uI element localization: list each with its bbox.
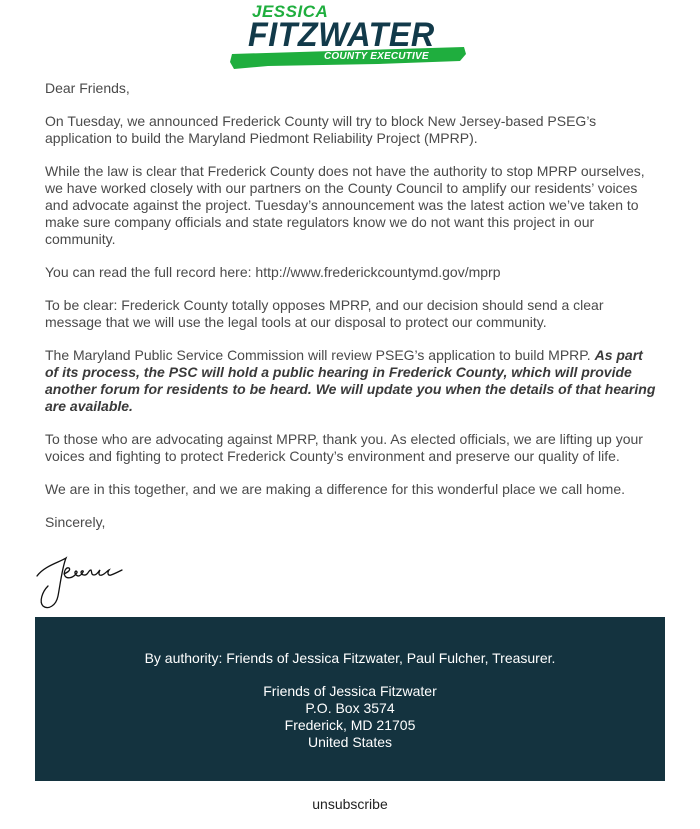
letter-greeting: Dear Friends, (45, 80, 130, 96)
logo-last-name: FITZWATER (248, 16, 435, 54)
authority-line: By authority: Friends of Jessica Fitzwater, Paul Fulcher, Treasurer. (144, 650, 556, 666)
address-line: United States (307, 734, 393, 750)
letter-paragraph-2: While the law is clear that Frederick County does not have the authority to stop MPRP ourselves, we have worked closely with our partners on the County Council to amplify our residents’ voices and advocate against the project. Tuesday’s announcement was the latest action we’ve taken to make sure company officials and state regulators know we do not want this project in our community. (45, 163, 645, 247)
letter-paragraph-4: To be clear: Frederick County totally opposes MPRP, and our decision should send a clear message that we will use the legal tools at our disposal to protect our community. (45, 297, 604, 330)
record-prefix: You can read the full record here: (45, 264, 256, 280)
letter-closing: Sincerely, (45, 514, 106, 530)
logo-subtitle: COUNTY EXECUTIVE (324, 51, 429, 62)
letter-paragraph-3 (45, 264, 657, 281)
campaign-logo (228, 2, 470, 72)
logo-first-name: JESSICA (252, 2, 329, 21)
letter-paragraph-1: On Tuesday, we announced Frederick County will try to block New Jersey-based PSEG’s application to build the Maryland Piedmont Reliability Project (MPRP). (45, 113, 597, 146)
address-line: Friends of Jessica Fitzwater (263, 683, 437, 699)
address-line: P.O. Box 3574 (305, 700, 395, 716)
letter-paragraph-7: We are in this together, and we are making a difference for this wonderful place we call home. (45, 481, 626, 497)
record-link[interactable]: http://www.frederickcountymd.gov/mprp (255, 264, 501, 280)
unsubscribe-row (0, 796, 700, 812)
address-line: Frederick, MD 21705 (284, 717, 416, 733)
paragraph-5-emphasis: As part of its process, the PSC will hold a public hearing in Frederick County, which will provide another forum for residents to be heard. We will update you when the details of that hearing are available. (45, 347, 656, 414)
letter-paragraph-6: To those who are advocating against MPRP, thank you. As elected officials, we are lifting up your voices and fighting to protect Frederick County’s environment and preserve our quality of life. (45, 431, 643, 464)
mailing-address (35, 683, 665, 751)
footer-panel (35, 617, 665, 781)
handwritten-signature (34, 548, 134, 614)
letter-body (45, 80, 657, 547)
paragraph-5-plain: The Maryland Public Service Commission will review PSEG’s application to build MPRP. (45, 347, 595, 363)
unsubscribe-link[interactable]: unsubscribe (312, 796, 388, 812)
letter-paragraph-5 (45, 347, 657, 415)
